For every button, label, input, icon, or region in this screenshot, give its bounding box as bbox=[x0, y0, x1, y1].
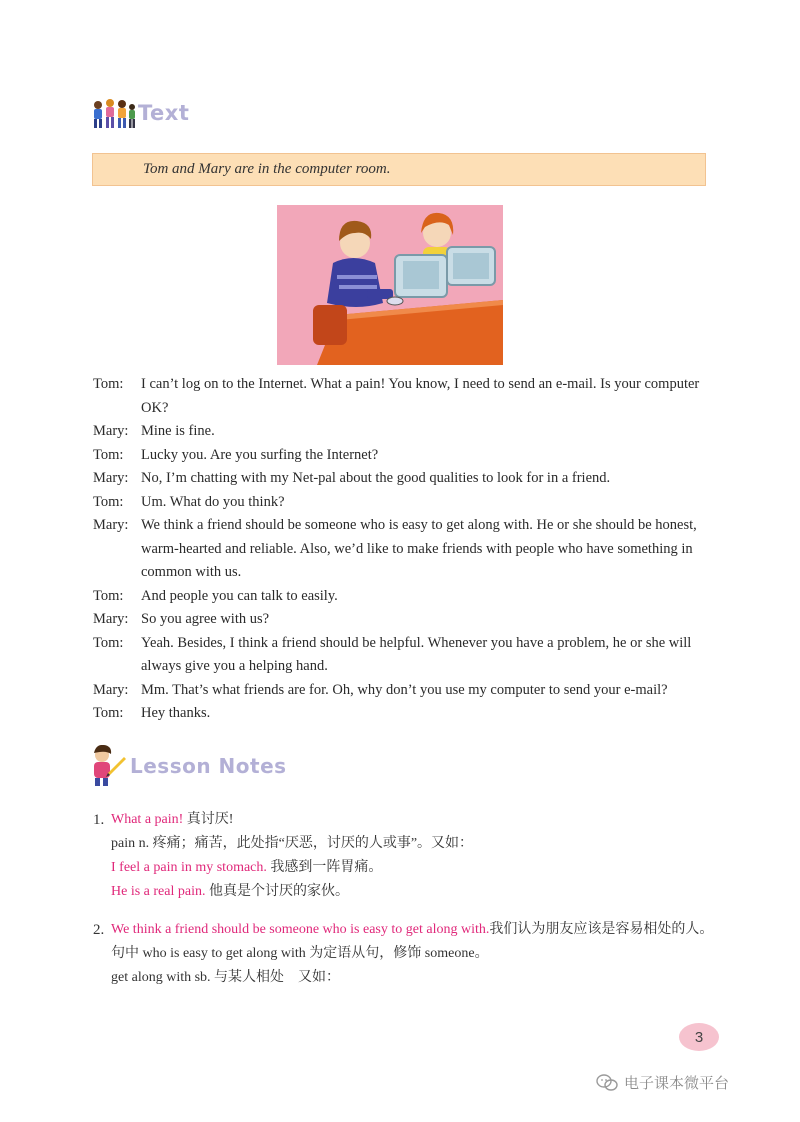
line-text: I can’t log on to the Internet. What a pain! You know, I need to send an e-mail. Is your computer OK? bbox=[141, 376, 700, 416]
line-text: Yeah. Besides, I think a friend should be helpful. Whenever you have a problem, he or she will always give you a helping hand. bbox=[141, 634, 692, 674]
note-1 bbox=[93, 808, 723, 904]
text-section-title: Text bbox=[138, 101, 190, 125]
example-en: I feel a pain in my stomach. bbox=[111, 860, 267, 875]
speaker: Tom: bbox=[93, 634, 124, 651]
line-text: Um. What do you think? bbox=[141, 493, 285, 510]
scene-description: Tom and Mary are in the computer room. bbox=[143, 161, 391, 177]
speaker: Mary: bbox=[93, 423, 129, 439]
line-text: Lucky you. Are you surfing the Internet? bbox=[141, 446, 379, 463]
students-icon bbox=[90, 96, 136, 130]
computer-room-illustration bbox=[277, 205, 503, 365]
example-en: He is a real pain. bbox=[111, 884, 206, 899]
lesson-notes-header bbox=[88, 745, 287, 787]
dialogue-line bbox=[93, 444, 713, 468]
note-phrase-translation: 真讨厌! bbox=[186, 812, 234, 827]
line-text: No, I’m chatting with my Net-pal about the good qualities to look for in a friend. bbox=[141, 470, 611, 486]
note-2 bbox=[93, 918, 723, 990]
watermark bbox=[596, 1072, 729, 1093]
line-text: And people you can talk to easily. bbox=[141, 587, 338, 604]
dialogue-line bbox=[93, 679, 713, 703]
speaker: Tom: bbox=[93, 446, 124, 463]
dialogue-line bbox=[93, 608, 713, 632]
text-section-header bbox=[90, 96, 189, 130]
line-text: Hey thanks. bbox=[141, 705, 211, 721]
example-cn: 我感到一阵胃痛。 bbox=[270, 860, 383, 875]
note-number: 1. bbox=[93, 812, 105, 828]
note-phrase: What a pain! bbox=[111, 812, 184, 827]
dialogue-line bbox=[93, 420, 713, 444]
speaker: Tom: bbox=[93, 705, 124, 721]
student-pencil-icon bbox=[88, 745, 126, 787]
dialogue-line bbox=[93, 491, 713, 515]
speaker: Mary: bbox=[93, 517, 129, 533]
note-usage: get along with sb. 与某人相处 又如： bbox=[111, 970, 341, 985]
scene-description-box bbox=[92, 153, 706, 186]
line-text: Mine is fine. bbox=[141, 423, 215, 439]
dialogue bbox=[93, 373, 713, 726]
dialogue-line bbox=[93, 632, 713, 679]
dialogue-line bbox=[93, 514, 713, 585]
page-number: 3 bbox=[679, 1023, 719, 1051]
lesson-notes bbox=[93, 808, 723, 990]
speaker: Mary: bbox=[93, 470, 129, 486]
example-cn: 他真是个讨厌的家伙。 bbox=[208, 884, 349, 899]
note-number: 2. bbox=[93, 922, 105, 938]
speaker: Tom: bbox=[93, 376, 124, 392]
line-text: Mm. That’s what friends are for. Oh, why don’t you use my computer to send your e-mail? bbox=[141, 681, 668, 698]
note-explanation: 句中 who is easy to get along with 为定语从句，修饰 someone。 bbox=[111, 946, 489, 961]
line-text: So you agree with us? bbox=[141, 611, 270, 627]
speaker: Tom: bbox=[93, 587, 124, 604]
speaker: Mary: bbox=[93, 611, 129, 627]
dialogue-line bbox=[93, 467, 713, 491]
speaker: Tom: bbox=[93, 493, 124, 510]
wechat-icon bbox=[596, 1074, 618, 1092]
note-definition: pain n. 疼痛；痛苦，此处指“厌恶，讨厌的人或事”。又如： bbox=[111, 836, 474, 851]
speaker: Mary: bbox=[93, 681, 129, 698]
dialogue-line bbox=[93, 702, 713, 726]
note-phrase-translation: 我们认为朋友应该是容易相处的人。 bbox=[489, 922, 714, 937]
note-phrase: We think a friend should be someone who is easy to get along with. bbox=[111, 922, 490, 937]
lesson-notes-title: Lesson Notes bbox=[130, 754, 287, 778]
line-text: We think a friend should be someone who is easy to get along with. He or she should be honest, warm-hearted and reliable. Also, we’d like to make friends with people who have something in common with us. bbox=[141, 517, 697, 580]
watermark-text: 电子课本微平台 bbox=[624, 1074, 730, 1092]
dialogue-line bbox=[93, 585, 713, 609]
dialogue-line bbox=[93, 373, 713, 420]
